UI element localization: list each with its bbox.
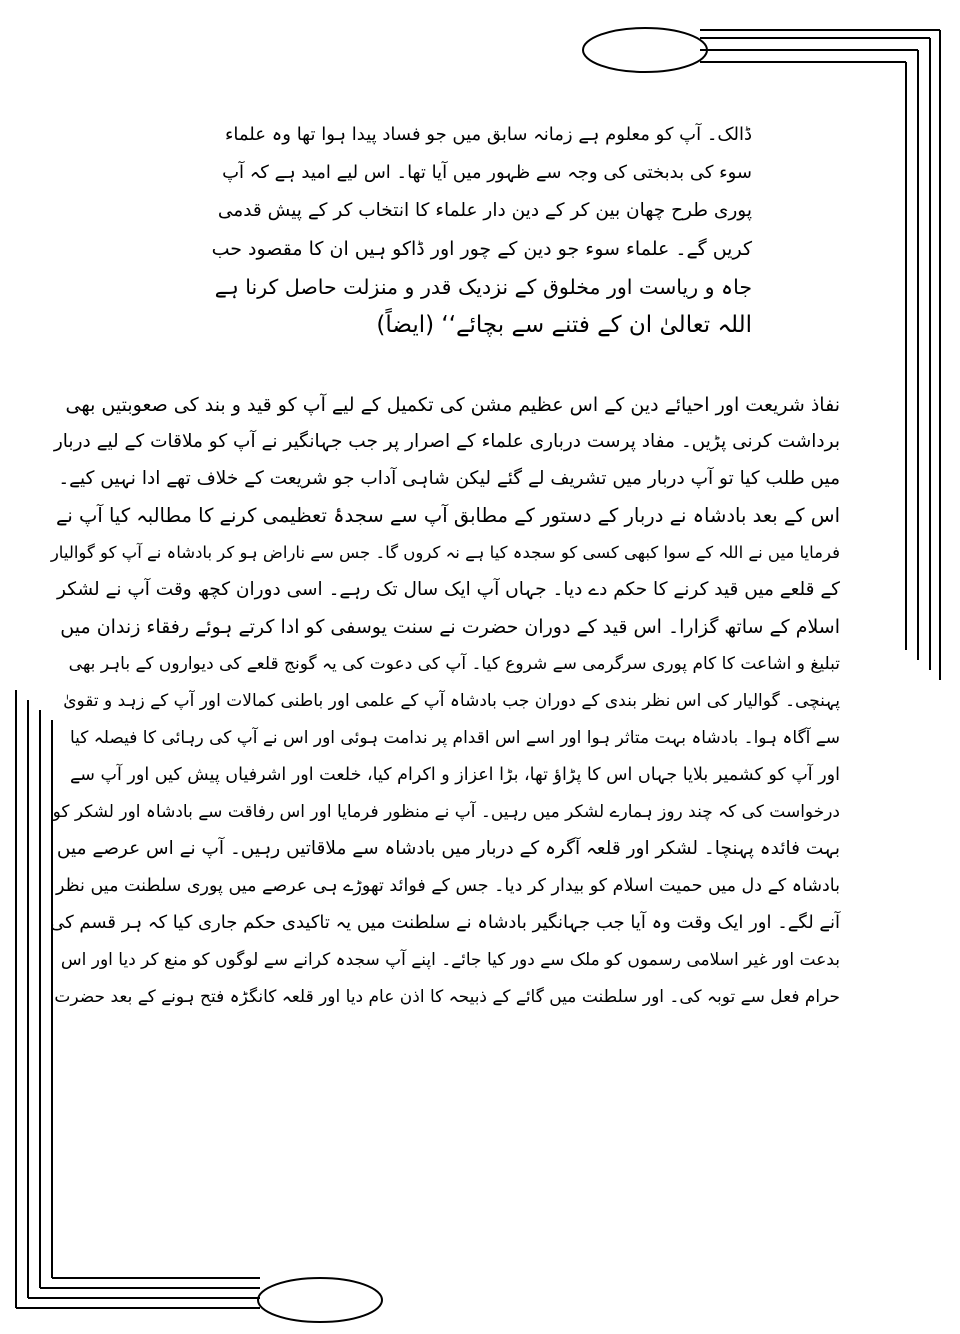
body-line: درخواست کی کہ چند روز ہمارے لشکر میں رہیں۔ آپ نے منظور فرمایا اور اس رفاقت سے بادشاہ اور لشکر کو xyxy=(52,802,840,822)
quote-line: جاہ و ریاست اور مخلوق کے نزدیک قدر و منزلت حاصل کرنا ہے xyxy=(214,275,752,299)
body-line: بہت فائدہ پہنچا۔ لشکر اور قلعہ آگرہ کے دربار میں بادشاہ سے ملاقاتیں رہیں۔ آپ نے اس عرصے میں xyxy=(56,838,840,859)
quote-line: اللہ تعالیٰ ان کے فتنے سے بچائے‘‘ (ایضاً) xyxy=(376,312,752,338)
body-paragraph xyxy=(50,390,840,1220)
body-line: میں طلب کیا تو آپ دربار میں تشریف لے گئے لیکن شاہی آداب جو شریعت کے خلاف تھے ادا نہیں کیے۔ xyxy=(58,468,840,489)
body-line: اور آپ کو کشمیر بلایا جہاں اس کا پڑاؤ تھا، بڑا اعزاز و اکرام کیا، خلعت اور اشرفیاں پیش کیں اور آپ سے xyxy=(70,765,840,785)
body-line: برداشت کرنی پڑیں۔ مفاد پرست درباری علماء کے اصرار پر جب جہانگیر نے آپ کو ملاقات کے لیے دربار xyxy=(53,431,840,452)
body-line: کے قلعے میں قید کرنے کا حکم دے دیا۔ جہاں آپ ایک سال تک رہے۔ اسی دوران کچھ وقت آپ نے لشکر xyxy=(57,579,840,600)
body-line: حرام فعل سے توبہ کی۔ اور سلطنت میں گائے کے ذبیحہ کا اذن عام دیا اور قلعہ کانگڑہ فتح ہونے کے بعد حضرت xyxy=(54,987,840,1007)
body-line: بدعت اور غیر اسلامی رسموں کو ملک سے دور کیا جائے۔ اپنے آپ سجدہ کرانے سے لوگوں کو منع کر دیا اور اس xyxy=(60,950,840,970)
quote-line: ڈالک۔ آپ کو معلوم ہے زمانہ سابق میں جو فساد پیدا ہوا تھا وہ علماء xyxy=(224,124,752,145)
top-oval-ornament xyxy=(583,28,707,72)
body-line: سے آگاہ ہوا۔ بادشاہ بہت متاثر ہوا اور اسے اس اقدام پر ندامت ہوئی اور اس نے آپ کی رہائی کا فیصلہ کیا xyxy=(69,728,840,748)
body-line: نفاذ شریعت اور احیائے دین کے اس عظیم مشن کی تکمیل کے لیے آپ کو قید و بند کی صعوبتیں بھی xyxy=(65,394,840,416)
body-line: اس کے بعد بادشاہ نے دربار کے دستور کے مطابق آپ سے سجدۂ تعظیمی کرنے کا مطالبہ کیا آپ نے xyxy=(55,504,840,527)
quote-line: سوء کی بدبختی کی وجہ سے ظہور میں آیا تھا۔ اس لیے امید ہے کہ آپ xyxy=(222,162,752,183)
quote-line: پوری طرح چھان بین کر کے دین دار علماء کا انتخاب کر کے پیش قدمی xyxy=(217,200,752,221)
body-line: فرمایا میں نے اللہ کے سوا کبھی کسی کو سجدہ کیا ہے نہ کروں گا۔ جس سے ناراض ہو کر بادشاہ نے آپ کو گوالیار xyxy=(50,543,840,562)
body-line: بادشاہ کے دل میں حمیت اسلام کو بیدار کر دیا۔ جس کے فوائد تھوڑے ہی عرصے میں پوری سلطنت میں نظر xyxy=(56,876,840,896)
body-line: تبلیغ و اشاعت کا کام پوری سرگرمی سے شروع کیا۔ آپ کی دعوت کی یہ گونج قلعے کی دیواروں کے باہر بھی xyxy=(68,654,840,674)
bottom-oval-ornament xyxy=(258,1278,382,1322)
body-line: پہنچی۔ گوالیار کی اس نظر بندی کے دوران جب بادشاہ آپ کے علمی اور باطنی کمالات اور آپ کے زہد و تقویٰ xyxy=(63,691,840,711)
body-line: آنے لگے۔ اور ایک وقت وہ آیا جب جہانگیر بادشاہ نے سلطنت میں یہ تاکیدی حکم جاری کیا کہ ہر قسم کی xyxy=(50,912,840,933)
quote-line: کریں گے۔ علماء سوء جو دین کے چور اور ڈاکو ہیں ان کا مقصود حب xyxy=(211,238,752,260)
quotation-block xyxy=(212,120,752,380)
body-line: اسلام کے ساتھ گزارا۔ اس قید کے دوران حضرت نے سنت یوسفی کو ادا کرتے ہوئے رفقاء زندان میں xyxy=(60,616,840,638)
